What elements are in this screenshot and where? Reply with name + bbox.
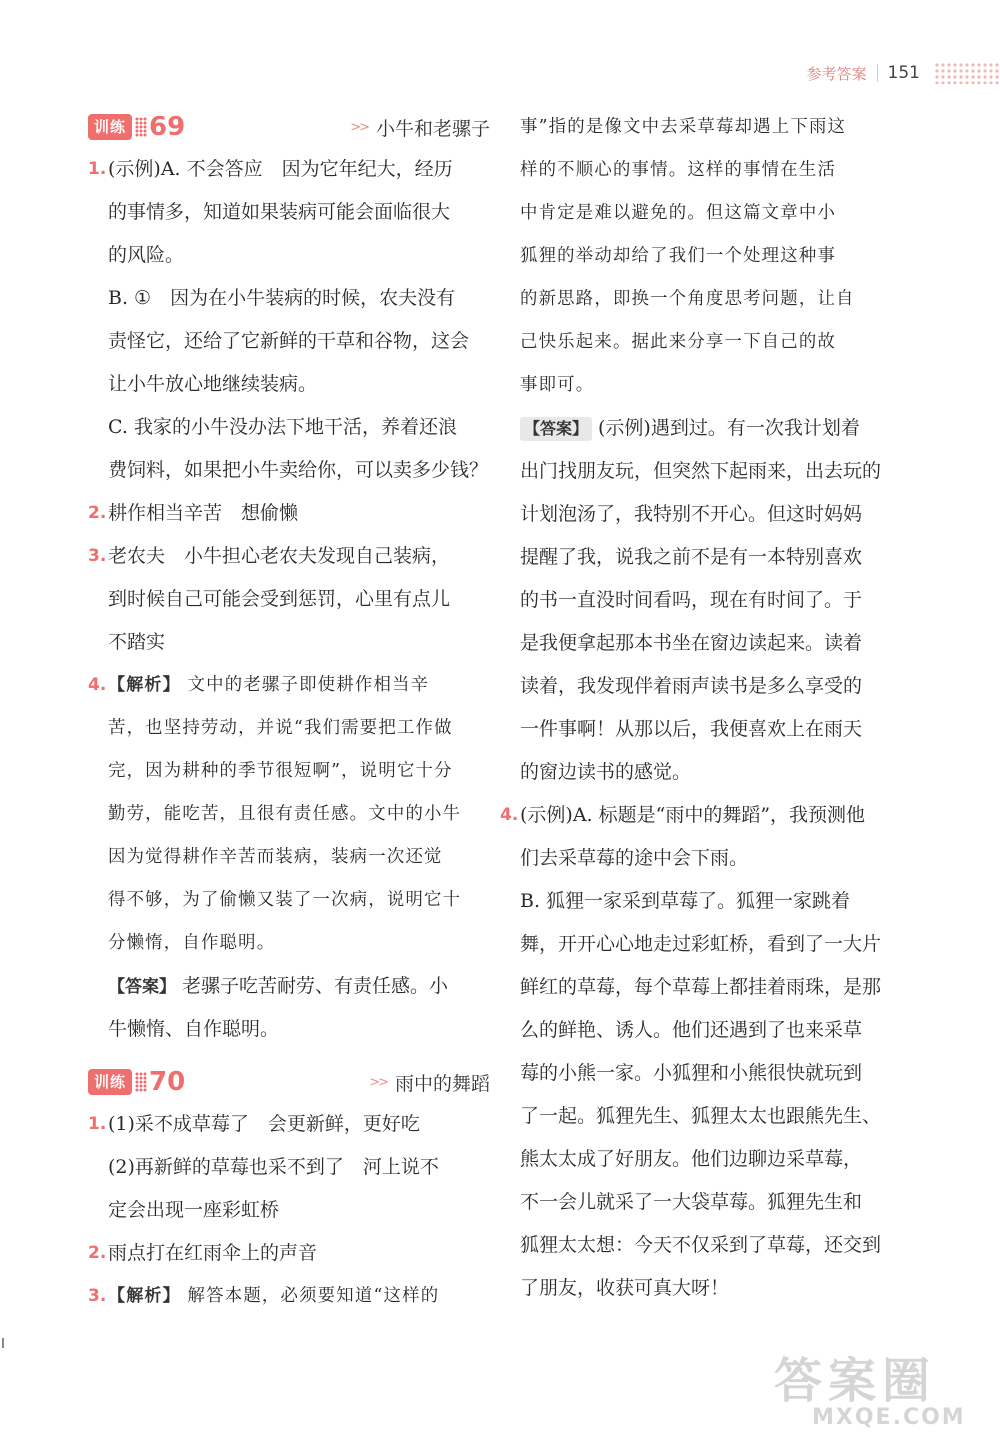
answer-tag: 【答案】	[108, 977, 176, 997]
right-column	[500, 106, 920, 1310]
text-line: 样的不顺心的事情。这样的事情在生活	[520, 160, 837, 180]
double-chevron-icon: >>	[350, 119, 368, 135]
badge-grid-icon	[135, 1072, 147, 1092]
text-line: 事即可。	[520, 375, 595, 395]
section-70-badge	[88, 1068, 185, 1096]
text-line: 定会出现一座彩虹桥	[108, 1199, 280, 1221]
text-line: (2)再新鲜的草莓也采不到了 河上说不	[108, 1156, 439, 1178]
text-line: C. 我家的小牛没办法下地干活，养着还浪	[108, 416, 457, 438]
question-number: 4.	[500, 805, 519, 825]
text-line: 狐狸太太想：今天不仅采到了草莓，还交到	[520, 1234, 882, 1256]
analysis-tag: 【解析】	[108, 1286, 181, 1306]
text-line: 完，因为耕种的季节很短啊”，说明它十分	[108, 761, 453, 781]
section-title-text: 小牛和老骡子	[375, 117, 490, 140]
section-title-text: 雨中的舞蹈	[394, 1072, 490, 1095]
text-line: 的事情多，知道如果装病可能会面临很大	[108, 201, 451, 223]
text-line: 因为觉得耕作辛苦而装病，装病一次还觉	[108, 847, 443, 867]
question-number: 2.	[88, 503, 107, 523]
text-line: 让小牛放心地继续装病。	[108, 373, 318, 395]
section-number: 70	[149, 1067, 186, 1097]
text-line: 到时候自己可能会受到惩罚，心里有点儿	[108, 588, 451, 610]
dot-pattern-decoration	[934, 62, 1000, 84]
text-line: 一件事啊！从那以后，我便喜欢上在雨天	[520, 718, 863, 740]
question-4	[88, 664, 490, 1051]
text-line: 中肯定是难以避免的。但这篇文章中小	[520, 203, 837, 223]
badge-label: 训练	[88, 114, 132, 140]
text-line: 么的鲜艳、诱人。他们还遇到了也来采草	[520, 1019, 863, 1041]
section-title	[369, 1069, 490, 1096]
text-line: B. ① 因为在小牛装病的时候，农夫没有	[108, 287, 456, 309]
text-line: 莓的小熊一家。小狐狸和小熊很快就玩到	[520, 1062, 863, 1084]
watermark	[764, 1353, 974, 1432]
section-69-badge	[88, 113, 185, 141]
section-70-header	[88, 1065, 490, 1099]
question-number: 2.	[88, 1243, 107, 1263]
text-line: 了朋友，收获可真大呀！	[520, 1277, 730, 1299]
text-line: 熊太太成了好朋友。他们边聊边采草莓，	[520, 1148, 863, 1170]
text-line: (示例)A. 不会答应 因为它年纪大，经历	[108, 158, 453, 180]
section-title	[350, 114, 490, 141]
text-line: 雨点打在红雨伞上的声音	[108, 1242, 318, 1264]
text-line: 提醒了我，说我之前不是有一本特别喜欢	[520, 546, 863, 568]
left-column	[88, 110, 490, 1318]
analysis-tag: 【解析】	[108, 675, 181, 695]
header-label: 参考答案	[806, 64, 867, 83]
text-line: 分懒惰，自作聪明。	[108, 933, 276, 953]
page-number: 151	[887, 63, 920, 83]
text-line: 老农夫 小牛担心老农夫发现自己装病，	[108, 545, 451, 567]
text-line: 的窗边读书的感觉。	[520, 761, 692, 783]
analysis-first-line: 文中的老骡子即使耕作相当辛	[187, 675, 430, 695]
section-69-header	[88, 110, 490, 144]
text-line: 勤劳，能吃苦，且很有责任感。文中的小牛	[108, 804, 462, 824]
question-4	[500, 794, 920, 1310]
text-line: 鲜红的草莓，每个草莓上都挂着雨珠，是那	[520, 976, 882, 998]
badge-grid-icon	[135, 117, 147, 137]
question-2	[88, 1232, 490, 1275]
text-line: 费饲料，如果把小牛卖给你，可以卖多少钱？	[108, 459, 489, 481]
text-line: 事”指的是像文中去采草莓却遇上下雨这	[520, 117, 847, 137]
question-1	[88, 148, 490, 492]
text-line: 的风险。	[108, 244, 185, 266]
text-line: 不踏实	[108, 631, 166, 653]
text-line: 牛懒惰、自作聪明。	[108, 1018, 280, 1040]
watermark-url: MXQE.COM	[812, 1405, 966, 1430]
question-3	[88, 1275, 490, 1318]
margin-mark	[2, 1338, 4, 1348]
text-line: 得不够，为了偷懒又装了一次病，说明它十	[108, 890, 462, 910]
text-line: 耕作相当辛苦 想偷懒	[108, 502, 299, 524]
text-line: 计划泡汤了，我特别不开心。但这时妈妈	[520, 503, 863, 525]
watermark-logo-text: 答案圈	[774, 1353, 937, 1409]
text-line: 出门找朋友玩，但突然下起雨来，出去玩的	[520, 460, 882, 482]
question-number: 1.	[88, 159, 107, 179]
text-line	[108, 965, 490, 1008]
text-line: B. 狐狸一家采到草莓了。狐狸一家跳着	[520, 890, 851, 912]
text-line: 苦，也坚持劳动，并说“我们需要把工作做	[108, 718, 453, 738]
text-line: (1)采不成草莓了 会更新鲜，更好吃	[108, 1113, 420, 1135]
text-line: 的书一直没时间看吗，现在有时间了。于	[520, 589, 863, 611]
question-number: 1.	[88, 1114, 107, 1134]
double-chevron-icon: >>	[369, 1074, 387, 1090]
question-number: 3.	[88, 1286, 107, 1306]
section-number: 69	[149, 112, 186, 142]
text-line: 己快乐起来。据此来分享一下自己的故	[520, 332, 837, 352]
text-line: 是我便拿起那本书坐在窗边读起来。读着	[520, 632, 863, 654]
answer-tag: 【答案】	[520, 417, 592, 441]
question-3	[88, 535, 490, 664]
text-line: (示例)A. 标题是“雨中的舞蹈”，我预测他	[520, 804, 866, 826]
question-number: 4.	[88, 675, 107, 695]
question-1	[88, 1103, 490, 1232]
text-line: 舞，开开心心地走过彩虹桥，看到了一大片	[520, 933, 882, 955]
text-line: 不一会儿就采了一大袋草莓。狐狸先生和	[520, 1191, 863, 1213]
text-line: 责怪它，还给了它新鲜的干草和谷物，这会	[108, 330, 470, 352]
text-line	[108, 1275, 490, 1318]
answer-first-line: (示例)遇到过。有一次我计划着	[598, 417, 860, 439]
text-line	[108, 664, 490, 707]
text-line: 了一起。狐狸先生、狐狸太太也跟熊先生、	[520, 1105, 882, 1127]
text-line: 的新思路，即换一个角度思考问题，让自	[520, 289, 855, 309]
page-header	[807, 58, 1000, 88]
question-number: 3.	[88, 546, 107, 566]
text-line	[520, 407, 920, 450]
text-line: 读着，我发现伴着雨声读书是多么享受的	[520, 675, 863, 697]
question-2	[88, 492, 490, 535]
answer-first-line: 老骡子吃苦耐劳、有责任感。小	[182, 975, 449, 997]
text-line: 狐狸的举动却给了我们一个处理这种事	[520, 246, 837, 266]
badge-label: 训练	[88, 1069, 132, 1095]
analysis-first-line: 解答本题，必须要知道“这样的	[187, 1286, 440, 1306]
text-line: 们去采草莓的途中会下雨。	[520, 847, 749, 869]
header-divider	[877, 64, 878, 82]
